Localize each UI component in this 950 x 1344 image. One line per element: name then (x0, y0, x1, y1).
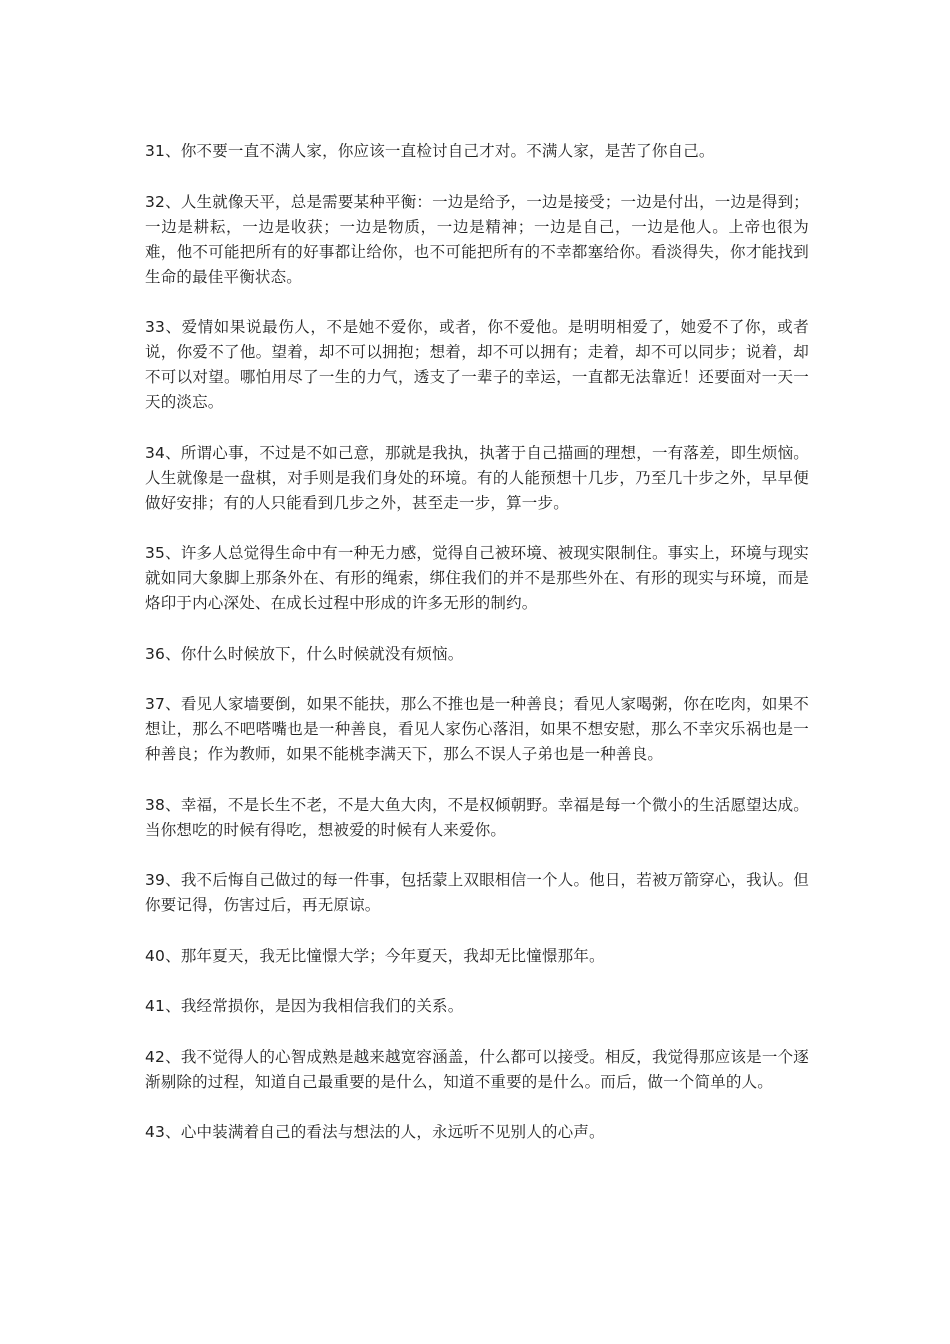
paragraph-33: 33、爱情如果说最伤人，不是她不爱你，或者，你不爱他。是明明相爱了，她爱不了你，或者说，你爱不了他。望着，却不可以拥抱；想着，却不可以拥有；走着，却不可以同步；说着，却不可以对望。哪怕用尽了一生的力气，透支了一辈子的幸运，一直都无法靠近！还要面对一天一天的淡忘。 (145, 318, 809, 411)
paragraph-40: 40、那年夏天，我无比憧憬大学；今年夏天，我却无比憧憬那年。 (145, 946, 605, 965)
paragraph-32: 32、人生就像天平，总是需要某种平衡：一边是给予，一边是接受；一边是付出，一边是得到；一边是耕耘，一边是收获；一边是物质，一边是精神；一边是自己，一边是他人。上帝也很为难，他不可能把所有的好事都让给你，也不可能把所有的不幸都塞给你。看淡得失，你才能找到生命的最佳平衡状态。 (145, 192, 809, 286)
paragraph-36: 36、你什么时候放下，什么时候就没有烦恼。 (145, 644, 464, 663)
paragraph-41: 41、我经常损你，是因为我相信我们的关系。 (145, 997, 464, 1015)
paragraph-42: 42、我不觉得人的心智成熟是越来越宽容涵盖，什么都可以接受。相反，我觉得那应该是一个逐渐剔除的过程，知道自己最重要的是什么，知道不重要的是什么。而后，做一个简单的人。 (145, 1047, 809, 1091)
paragraph-31: 31、你不要一直不满人家，你应该一直检讨自己才对。不满人家，是苦了你自己。 (145, 142, 715, 160)
document-body (145, 139, 809, 1171)
paragraph-39: 39、我不后悔自己做过的每一件事，包括蒙上双眼相信一个人。他日，若被万箭穿心，我认。但你要记得，伤害过后，再无原谅。 (145, 871, 809, 914)
paragraph-37: 37、看见人家墙要倒，如果不能扶，那么不推也是一种善良；看见人家喝粥，你在吃肉，如果不想让，那么不吧嗒嘴也是一种善良，看见人家伤心落泪，如果不想安慰，那么不幸灾乐祸也是一种善良；作为教师，如果不能桃李满天下，那么不误人子弟也是一种善良。 (145, 695, 809, 763)
paragraph-38: 38、幸福，不是长生不老，不是大鱼大肉，不是权倾朝野。幸福是每一个微小的生活愿望达成。当你想吃的时候有得吃，想被爱的时候有人来爱你。 (145, 795, 809, 839)
paragraph-35: 35、许多人总觉得生命中有一种无力感，觉得自己被环境、被现实限制住。事实上，环境与现实就如同大象脚上那条外在、有形的绳索，绑住我们的并不是那些外在、有形的现实与环境，而是烙印于内心深处、在成长过程中形成的许多无形的制约。 (145, 544, 809, 612)
paragraph-34: 34、所谓心事，不过是不如己意，那就是我执，执著于自己描画的理想，一有落差，即生烦恼。人生就像是一盘棋，对手则是我们身处的环境。有的人能预想十几步，乃至几十步之外，早早便做好安排；有的人只能看到几步之外，甚至走一步，算一步。 (145, 443, 809, 512)
paragraph-43: 43、心中装满着自己的看法与想法的人，永远听不见别人的心声。 (145, 1123, 605, 1141)
